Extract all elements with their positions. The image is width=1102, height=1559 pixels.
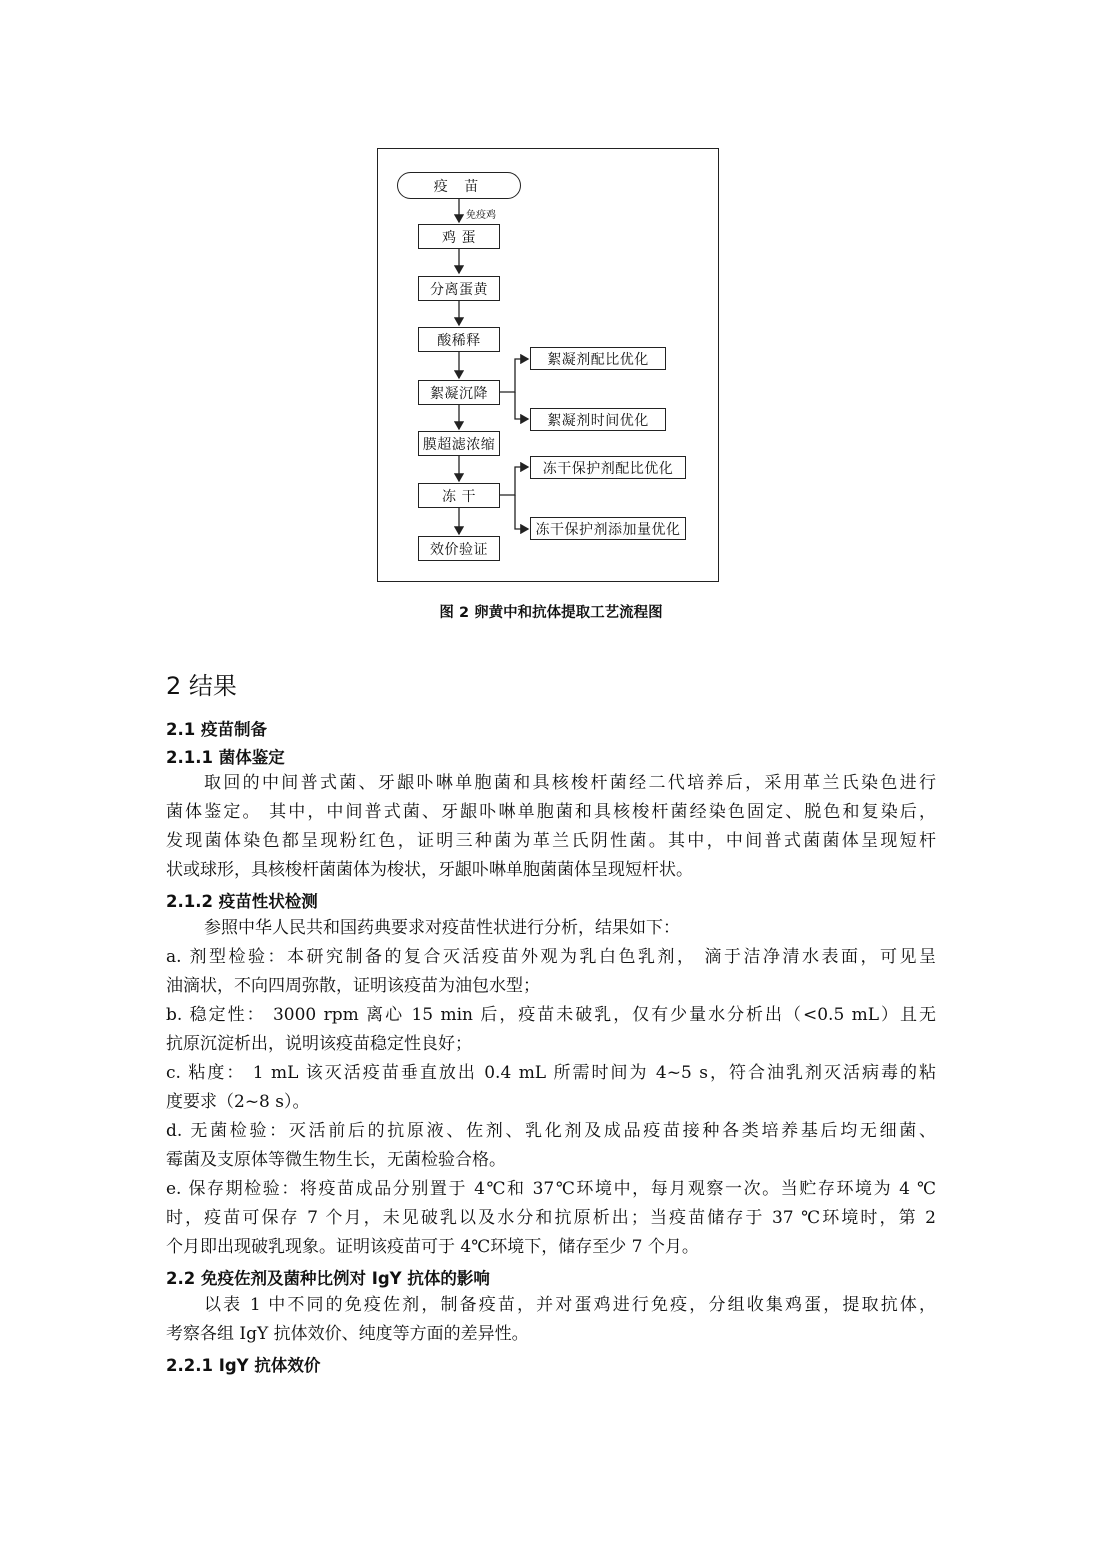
section-title: 2 结果 xyxy=(166,672,237,700)
heading-2-1-1 xyxy=(166,744,285,768)
flow-node-flocculation: 絮凝沉降 xyxy=(418,380,500,405)
list-item-line: 时，疫苗可保存 7 个月，未见破乳以及水分和抗原析出；当疫苗储存于 37 ℃环境时，第 2 xyxy=(166,1208,936,1228)
list-item-line: a. 剂型检验：本研究制备的复合灭活疫苗外观为乳白色乳剂， 滴于洁净清水表面，可见呈 xyxy=(166,947,936,967)
heading-2-1-text: 2.1 疫苗制备 xyxy=(166,720,267,739)
flowchart-figure xyxy=(377,148,719,582)
flow-node-ultrafiltration: 膜超滤浓缩 xyxy=(418,431,500,456)
flow-node-acid-dilution: 酸稀释 xyxy=(418,327,500,352)
flow-node-separate-yolk: 分离蛋黄 xyxy=(418,276,500,301)
paragraph-line: 发现菌体染色都呈现粉红色，证明三种菌为革兰氏阴性菌。其中，中间普式菌菌体呈现短杆 xyxy=(166,831,936,851)
flow-node-freeze-dry: 冻 干 xyxy=(418,483,500,508)
figure-caption: 图 2 卵黄中和抗体提取工艺流程图 xyxy=(439,605,663,621)
list-item-line: 度要求（2~8 s）。 xyxy=(166,1092,310,1112)
heading-2-1-2-text: 2.1.2 疫苗性状检测 xyxy=(166,892,318,911)
list-item-line: 抗原沉淀析出，说明该疫苗稳定性良好； xyxy=(166,1034,472,1054)
edge-label-immunize: 免疫鸡 xyxy=(466,210,496,221)
heading-2-2-text: 2.2 免疫佐剂及菌种比例对 IgY 抗体的影响 xyxy=(166,1269,490,1288)
branch-s4 xyxy=(515,495,528,529)
flow-node-egg: 鸡 蛋 xyxy=(418,224,500,249)
side-node-flocculant-time: 絮凝剂时间优化 xyxy=(530,408,666,431)
heading-2-1-1-text: 2.1.1 菌体鉴定 xyxy=(166,748,285,767)
paragraph-line: 以表 1 中不同的免疫佐剂，制备疫苗，并对蛋鸡进行免疫，分组收集鸡蛋，提取抗体， xyxy=(204,1295,936,1315)
branch-s3 xyxy=(500,467,528,495)
side-node-flocculant-ratio: 絮凝剂配比优化 xyxy=(530,347,666,370)
paragraph-line: 参照中华人民共和国药典要求对疫苗性状进行分析，结果如下： xyxy=(204,918,680,938)
paragraph-line: 取回的中间普式菌、牙龈卟啉单胞菌和具核梭杆菌经二代培养后，采用革兰氏染色进行 xyxy=(204,773,936,793)
list-item-line: b. 稳定性： 3000 rpm 离心 15 min 后，疫苗未破乳，仅有少量水分析出（<0.5 mL）且无 xyxy=(166,1005,936,1025)
list-item-line: d. 无菌检验：灭活前后的抗原液、佐剂、乳化剂及成品疫苗接种各类培养基后均无细菌、 xyxy=(166,1121,936,1141)
list-item-line: 个月即出现破乳现象。证明该疫苗可于 4℃环境下，储存至少 7 个月。 xyxy=(166,1237,699,1257)
heading-2-1 xyxy=(166,716,267,740)
flow-node-titer-verify: 效价验证 xyxy=(418,536,500,561)
list-item-line: c. 粘度： 1 mL 该灭活疫苗垂直放出 0.4 mL 所需时间为 4~5 s，符合油乳剂灭活病毒的粘 xyxy=(166,1063,936,1083)
heading-2-2-1 xyxy=(166,1352,320,1376)
flow-node-vaccine: 疫 苗 xyxy=(397,172,521,199)
list-item-line: 油滴状，不向四周弥散，证明该疫苗为油包水型； xyxy=(166,976,540,996)
heading-2-2-1-text: 2.2.1 IgY 抗体效价 xyxy=(166,1356,321,1375)
list-item-line: e. 保存期检验：将疫苗成品分别置于 4℃和 37℃环境中，每月观察一次。当贮存环境为 4 ℃ xyxy=(166,1179,936,1199)
list-item-line: 霉菌及支原体等微生物生长，无菌检验合格。 xyxy=(166,1150,506,1170)
side-node-protectant-amount: 冻干保护剂添加量优化 xyxy=(530,517,686,540)
paragraph-line: 状或球形，具核梭杆菌菌体为梭状，牙龈卟啉单胞菌菌体呈现短杆状。 xyxy=(166,860,693,880)
branch-s2 xyxy=(515,392,528,419)
heading-2-2 xyxy=(166,1265,490,1289)
paragraph-line: 考察各组 IgY 抗体效价、纯度等方面的差异性。 xyxy=(166,1324,529,1344)
side-node-protectant-ratio: 冻干保护剂配比优化 xyxy=(530,456,686,479)
paragraph-line: 菌体鉴定。 其中，中间普式菌、牙龈卟啉单胞菌和具核梭杆菌经染色固定、脱色和复染后， xyxy=(166,802,936,822)
branch-s1 xyxy=(500,359,528,392)
heading-2-1-2 xyxy=(166,888,318,912)
